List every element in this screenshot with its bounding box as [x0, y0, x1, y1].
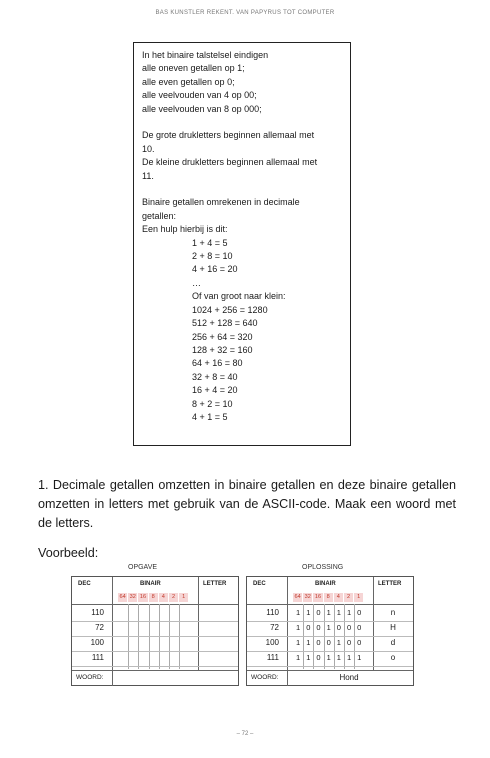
oplossing-row-rule	[247, 636, 413, 637]
opgave-dec-value: 100	[90, 638, 104, 647]
sum-line: 256 + 64 = 320	[192, 331, 253, 342]
oplossing-bit-value: 1	[296, 638, 301, 647]
oplossing-woord-value: Hond	[339, 673, 359, 682]
sum-line: 1 + 4 = 5	[192, 237, 228, 248]
oplossing-bit-value: 1	[296, 608, 301, 617]
oplossing-woord-label: WOORD:	[251, 674, 279, 681]
rule-line: alle even getallen op 0;	[142, 76, 235, 87]
oplossing-bit-value: 1	[346, 608, 352, 617]
rule-line: alle oneven getallen op 1;	[142, 63, 245, 74]
rule-line: alle veelvouden van 4 op 00;	[142, 90, 257, 101]
opgave-woord-rule	[72, 670, 238, 671]
oplossing-bit-value: 0	[336, 623, 341, 632]
oplossing-row-rule	[247, 651, 413, 652]
exercise-text: 1. Decimale getallen omzetten in binaire getallen en deze binaire getallen omzetten in letters met gebruik van de ASCII-code. Maak een woord met de letters.	[38, 478, 456, 530]
oplossing-bit-value: 0	[316, 638, 321, 647]
sum-line: 64 + 16 = 80	[192, 358, 243, 369]
oplossing-bit-value: 1	[346, 653, 352, 662]
opgave-bit-weight: 16	[138, 593, 148, 602]
oplossing-bit-value: 0	[357, 638, 362, 647]
oplossing-bit-value: 0	[346, 638, 352, 647]
oplossing-binary-value	[293, 608, 364, 617]
oplossing-bit-value: 0	[326, 638, 331, 647]
opgave-row-rule	[72, 636, 238, 637]
oplossing-woord-separator	[287, 670, 288, 686]
opgave-row-rule	[72, 621, 238, 622]
opgave-bit-weight: 2	[169, 593, 179, 602]
caps-line: De kleine drukletters beginnen allemaal met	[142, 157, 318, 168]
opgave-woord-separator	[112, 670, 113, 686]
oplossing-letter-value: n	[390, 608, 396, 617]
sum-line: 16 + 4 = 20	[192, 385, 238, 396]
oplossing-bit-value: 1	[306, 653, 311, 662]
oplossing-row-rule	[247, 621, 413, 622]
caps-line: 10.	[142, 143, 155, 154]
sum-line: Of van groot naar klein:	[192, 291, 286, 302]
opgave-letter-header: LETTER	[203, 581, 227, 587]
running-header: BAS KUNSTLER REKENT. VAN PAPYRUS TOT COMPUTER	[155, 10, 335, 16]
oplossing-bit-value: 1	[296, 653, 301, 662]
intro-line: Een hulp hierbij is dit:	[142, 224, 228, 235]
opgave-row-rule	[72, 666, 238, 667]
opgave-bit-weight: 8	[149, 593, 159, 602]
opgave-header-rule	[72, 604, 238, 605]
opgave-table	[71, 576, 239, 686]
opgave-dec-value: 72	[95, 623, 104, 632]
sum-line: 4 + 1 = 5	[192, 411, 228, 422]
oplossing-bit-value: 1	[306, 608, 311, 617]
oplossing-table	[246, 576, 414, 686]
oplossing-bit-value: 0	[316, 653, 321, 662]
oplossing-bit-weight: 2	[344, 593, 354, 602]
oplossing-bit-value: 0	[346, 623, 352, 632]
sum-line: 32 + 8 = 40	[192, 371, 238, 382]
opgave-bit-weight: 64	[118, 593, 128, 602]
sum-line: 512 + 128 = 640	[192, 318, 258, 329]
oplossing-dec-header: DEC	[253, 581, 266, 587]
oplossing-col-separator	[287, 577, 288, 671]
oplossing-bit-value: 1	[326, 608, 331, 617]
oplossing-dec-value: 111	[266, 653, 279, 662]
sum-line: 128 + 32 = 160	[192, 344, 253, 355]
oplossing-bit-value: 0	[357, 608, 362, 617]
caps-line: 11.	[142, 170, 154, 181]
intro-line: getallen:	[142, 210, 177, 221]
oplossing-bit-value: 1	[336, 653, 341, 662]
opgave-dec-value: 111	[91, 653, 104, 662]
oplossing-bit-weight: 64	[293, 593, 303, 602]
oplossing-header-rule	[247, 604, 413, 605]
oplossing-bit-value: 1	[326, 623, 331, 632]
opgave-bit-weight: 32	[128, 593, 138, 602]
oplossing-dec-value: 100	[265, 638, 279, 647]
opgave-dec-value: 110	[91, 608, 104, 617]
binary-rules-box	[133, 42, 351, 446]
oplossing-bit-value: 0	[316, 623, 321, 632]
oplossing-bit-weight: 1	[354, 593, 364, 602]
oplossing-row-rule	[247, 666, 413, 667]
opgave-row-rule	[72, 651, 238, 652]
oplossing-binair-header: BINAIR	[315, 581, 336, 587]
sum-line: 8 + 2 = 10	[192, 398, 233, 409]
oplossing-woord-rule	[247, 670, 413, 671]
rule-line: In het binaire talstelsel eindigen	[142, 50, 269, 60]
oplossing-dec-value: 110	[266, 608, 279, 617]
oplossing-bit-weight: 32	[303, 593, 313, 602]
sum-line: 1024 + 256 = 1280	[192, 304, 268, 315]
opgave-bit-weight: 1	[179, 593, 189, 602]
oplossing-bit-weight: 4	[334, 593, 344, 602]
example-heading: Voorbeeld:	[38, 546, 99, 560]
sum-line: 4 + 16 = 20	[192, 264, 238, 275]
rule-line: alle veelvouden van 8 op 000;	[142, 103, 262, 114]
sum-line: …	[192, 277, 201, 288]
oplossing-bit-value: 0	[357, 623, 362, 632]
intro-line: Binaire getallen omrekenen in decimale	[142, 197, 300, 208]
oplossing-col-separator	[373, 577, 374, 671]
oplossing-letter-value: o	[390, 653, 396, 662]
oplossing-letter-value: d	[390, 638, 396, 647]
opgave-caption: OPGAVE	[128, 564, 158, 571]
oplossing-binary-value	[293, 638, 364, 647]
oplossing-bit-value: 1	[306, 638, 311, 647]
oplossing-bit-value: 1	[357, 653, 362, 662]
oplossing-bit-value: 0	[306, 623, 311, 632]
oplossing-bit-weight: 16	[313, 593, 323, 602]
opgave-col-separator	[198, 577, 199, 671]
oplossing-binary-value	[293, 623, 364, 632]
opgave-col-separator	[112, 577, 113, 671]
opgave-bit-weights	[118, 593, 189, 602]
oplossing-bit-value: 1	[296, 623, 301, 632]
sum-line: 2 + 8 = 10	[192, 251, 233, 262]
caps-line: De grote drukletters beginnen allemaal met	[142, 130, 315, 141]
opgave-woord-label: WOORD:	[76, 674, 104, 681]
oplossing-bit-value: 1	[326, 653, 331, 662]
opgave-bit-weight: 4	[159, 593, 169, 602]
oplossing-bit-value: 0	[316, 608, 321, 617]
oplossing-bit-weights	[293, 593, 364, 602]
oplossing-bit-value: 1	[336, 638, 341, 647]
oplossing-bit-value: 1	[336, 608, 341, 617]
oplossing-binary-value	[293, 653, 364, 662]
opgave-binair-header: BINAIR	[140, 581, 161, 587]
oplossing-letter-value: H	[390, 623, 396, 632]
oplossing-caption: OPLOSSING	[302, 564, 344, 571]
page-number: – 72 –	[236, 731, 254, 737]
oplossing-dec-value: 72	[270, 623, 279, 632]
oplossing-letter-header: LETTER	[378, 581, 402, 587]
opgave-dec-header: DEC	[78, 581, 91, 587]
oplossing-bit-weight: 8	[324, 593, 334, 602]
